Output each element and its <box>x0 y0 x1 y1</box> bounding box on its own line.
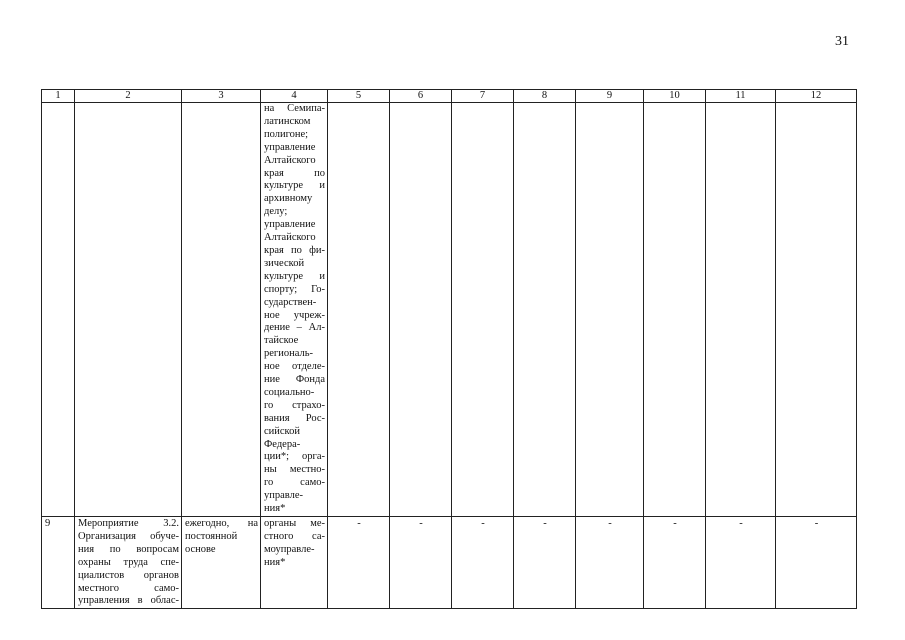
cell-text-line: дение – Ал- <box>264 322 325 334</box>
cell-text-line: архивному <box>264 193 313 205</box>
column-header: 10 <box>644 90 706 103</box>
cell-text-line: местного само- <box>78 582 179 594</box>
data-table <box>41 89 857 609</box>
value-cell: - <box>452 517 514 609</box>
cell-text-line: ния* <box>264 503 286 515</box>
cell-text-line: ны местно- <box>264 464 325 476</box>
table-cell <box>42 103 75 517</box>
cell-text-line: социально- <box>264 386 315 398</box>
cell-text-line: ния* <box>264 556 286 568</box>
cell-text-line: ния по вопросам <box>78 543 179 555</box>
cell-text-line: органы ме- <box>264 518 325 529</box>
cell-text-line: ние Фонда <box>264 374 325 386</box>
cell-text-line: ное отделе- <box>264 361 325 373</box>
cell-text-line: зической <box>264 257 305 269</box>
cell-text-line: Алтайского <box>264 232 316 244</box>
table-cell <box>452 103 514 517</box>
cell-text-line: спорту; Го- <box>264 283 325 295</box>
cell-text-line: региональ- <box>264 348 313 360</box>
cell-text-line: ции*; орга- <box>264 451 325 463</box>
executor-cell <box>261 517 328 609</box>
table-cell <box>328 103 390 517</box>
value-cell: - <box>328 517 390 609</box>
table-header-row <box>42 90 857 103</box>
cell-text-line: сийской <box>264 425 300 437</box>
deadline-cell <box>182 517 261 609</box>
table-cell <box>576 103 644 517</box>
column-header: 12 <box>776 90 857 103</box>
cell-text-line: стного са- <box>264 530 325 542</box>
cell-text-line: моуправле- <box>264 543 315 555</box>
cell-text-line: культуре и <box>264 270 325 282</box>
activity-cell <box>75 517 182 609</box>
cell-text-line: управление <box>264 219 316 231</box>
cell-text-line: управление <box>264 141 316 153</box>
column-header: 1 <box>42 90 75 103</box>
executor-cell <box>261 103 328 517</box>
cell-text-line: культуре и <box>264 180 325 192</box>
table-cell <box>390 103 452 517</box>
cell-text-line: управления в облас- <box>78 595 179 607</box>
cell-text-line: полигоне; <box>264 128 309 140</box>
table-cell <box>644 103 706 517</box>
column-header: 7 <box>452 90 514 103</box>
cell-text-line: на Семипа- <box>264 103 325 114</box>
cell-text-line: основе <box>185 543 216 555</box>
cell-text-line: го страхо- <box>264 399 325 411</box>
column-header: 3 <box>182 90 261 103</box>
table-cell <box>75 103 182 517</box>
cell-text-line: Мероприятие 3.2. <box>78 518 179 529</box>
cell-text-line: края по <box>264 167 325 179</box>
value-cell: - <box>390 517 452 609</box>
cell-text-line: ное учреж- <box>264 309 325 321</box>
table-cell <box>706 103 776 517</box>
value-cell: - <box>776 517 857 609</box>
cell-text-line: го само- <box>264 477 325 489</box>
cell-text-line: Алтайского <box>264 154 316 166</box>
table-row <box>42 103 857 517</box>
cell-text-line: сударствен- <box>264 296 317 308</box>
row-number-cell: 9 <box>42 517 75 609</box>
value-cell: - <box>706 517 776 609</box>
cell-text-line: Федера- <box>264 438 301 450</box>
table-cell <box>514 103 576 517</box>
column-header: 2 <box>75 90 182 103</box>
cell-text-line: края по фи- <box>264 244 325 256</box>
cell-text-line: циалистов органов <box>78 569 179 581</box>
value-cell: - <box>644 517 706 609</box>
cell-text-line: тайское <box>264 335 299 347</box>
column-header: 6 <box>390 90 452 103</box>
table-row <box>42 517 857 609</box>
cell-text-line: делу; <box>264 206 288 218</box>
cell-text-line: охраны труда спе- <box>78 556 179 568</box>
cell-text-line: Организация обуче- <box>78 530 179 542</box>
cell-text-line: ежегодно, на <box>185 518 258 529</box>
column-header: 11 <box>706 90 776 103</box>
column-header: 9 <box>576 90 644 103</box>
cell-text-line: вания Рос- <box>264 412 325 424</box>
table-cell <box>182 103 261 517</box>
cell-text-line: управле- <box>264 490 303 502</box>
column-header: 8 <box>514 90 576 103</box>
column-header: 5 <box>328 90 390 103</box>
value-cell: - <box>576 517 644 609</box>
column-header: 4 <box>261 90 328 103</box>
value-cell: - <box>514 517 576 609</box>
table-cell <box>776 103 857 517</box>
page-number: 31 <box>835 34 849 49</box>
cell-text-line: постоянной <box>185 530 238 542</box>
cell-text-line: латинском <box>264 115 311 127</box>
